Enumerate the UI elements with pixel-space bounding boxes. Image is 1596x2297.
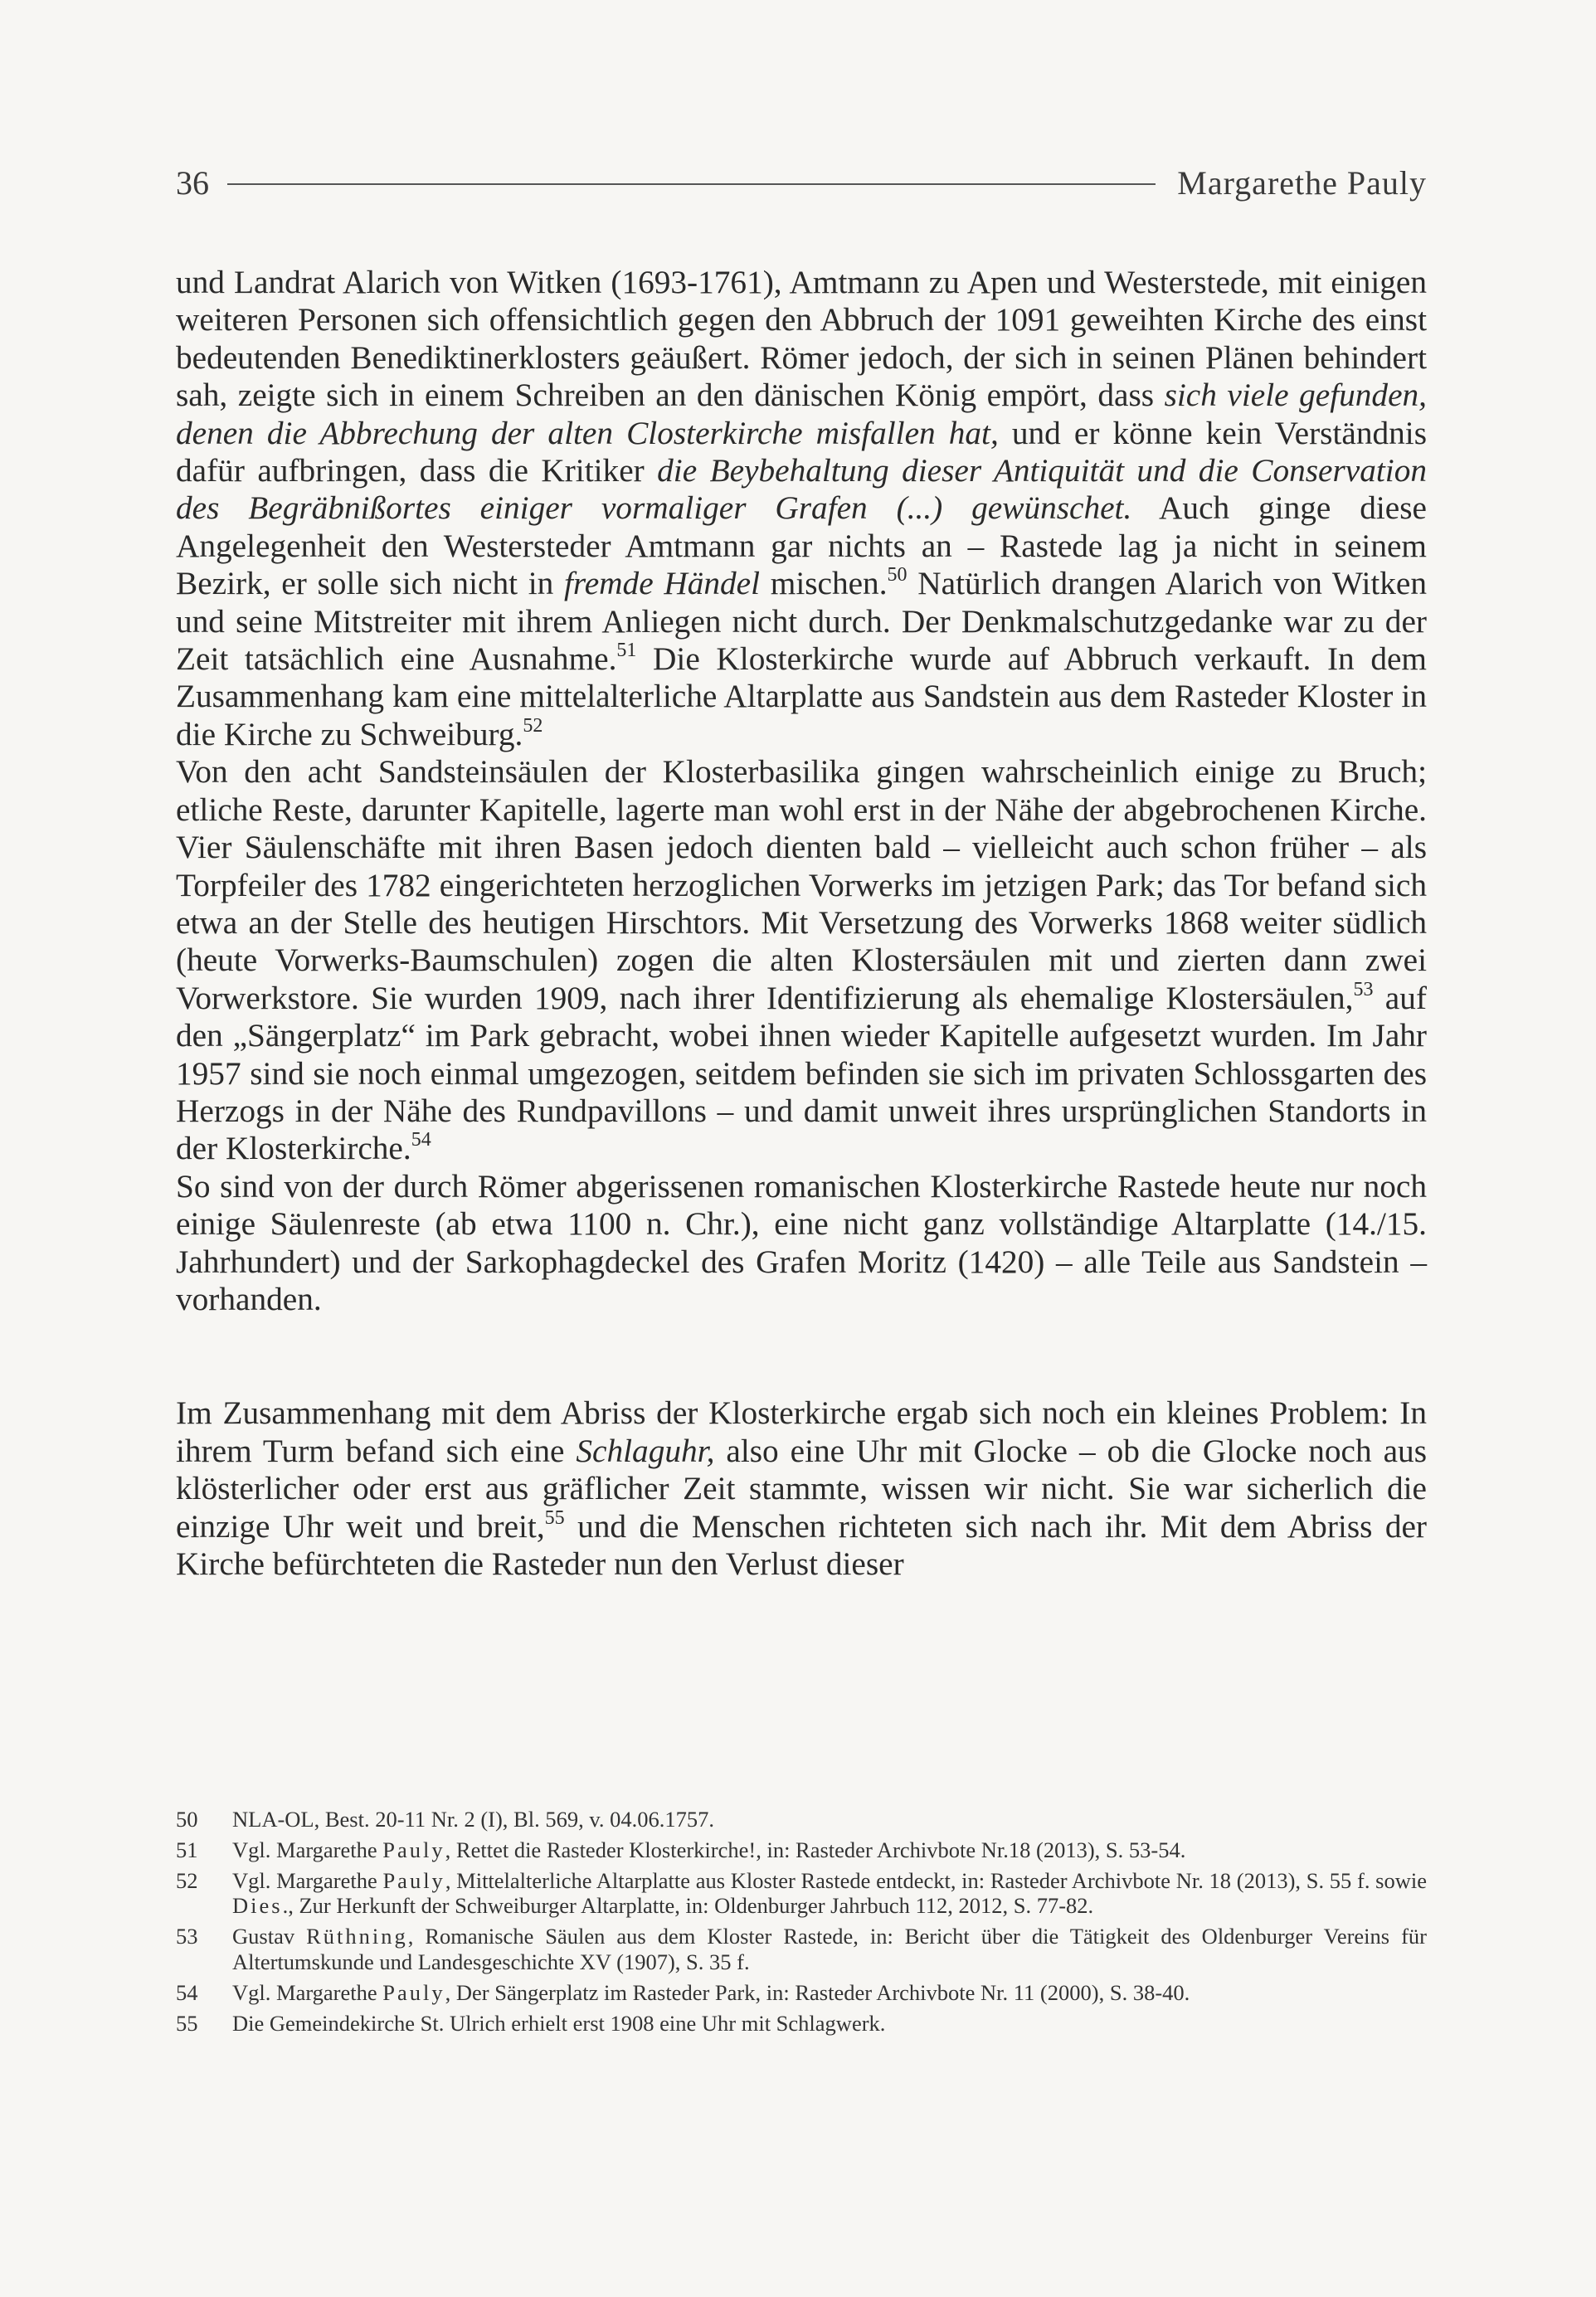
footnote-text [232, 1924, 1427, 1975]
footnote [176, 1924, 1427, 1975]
footnote [176, 1837, 1427, 1863]
footnote-ref: 50 [887, 564, 907, 586]
paragraph [176, 1394, 1427, 1583]
text-run: NLA-OL, Best. 20-11 Nr. 2 (I), Bl. 569, v. 04.06.1757. [232, 1807, 714, 1832]
text-run: Vgl. Margarethe [232, 1979, 383, 2005]
running-head [176, 159, 1427, 206]
footnote-text [232, 2011, 1427, 2037]
text-run: Vgl. Margarethe [232, 1867, 383, 1893]
text-run: ., Zur Herkunft der Schweiburger Altarplatte, in: Oldenburger Jahrbuch 112, 2012, S. 77-82. [282, 1893, 1094, 1919]
text-run: Im Zusammenhang mit dem Abriss der Klosterkirche ergab sich noch ein kleines Problem: In ihrem Turm befand sich eine [176, 1394, 1427, 1469]
footnote-ref: 55 [544, 1506, 565, 1529]
footnote-ref: 53 [1353, 978, 1374, 1000]
italic-quote: fremde Händel [563, 565, 761, 602]
text-run: , Rettet die Rasteder Klosterkirche!, in: Rasteder Archivbote Nr.18 (2013), S. 53-54. [445, 1837, 1186, 1862]
paragraph [176, 1168, 1427, 1319]
text-run: und er könne kein Verständnis dafür aufbringen, dass die Kritiker [176, 414, 1427, 489]
text-run: also eine Uhr mit Glocke – ob die Glocke noch aus klösterlicher oder erst aus gräflicher Zeit stammte, wissen wir nicht. Sie war sicherlich die einzige Uhr weit und breit, [176, 1432, 1427, 1545]
text-run: , Der Sängerplatz im Rasteder Park, in: Rasteder Archivbote Nr. 11 (2000), S. 38-40. [445, 1979, 1190, 2005]
author-name: Dies [232, 1893, 283, 1919]
footnote-number: 55 [176, 2010, 198, 2036]
author-name: Pauly [382, 1837, 445, 1862]
author-name: Pauly [382, 1979, 445, 2005]
footnote-number: 52 [176, 1867, 198, 1893]
text-run: Natürlich drangen Alarich von Witken und seine Mitstreiter mit ihrem Anliegen nicht durch. Der Denkmalschutzgedanke war zu der Zeit tatsächlich eine Ausnahme. [176, 565, 1428, 678]
paragraph [176, 264, 1427, 753]
footnote-ref: 51 [616, 639, 637, 661]
text-run: Von den acht Sandsteinsäulen der Klosterbasilika gingen wahrscheinlich einige zu Bruch; etliche Reste, darunter Kapitelle, lagerte man wohl erst in der Nähe der abgebrochenen Kirche. Vier Säulenschäfte mit ihren Basen jedoch dienten bald – vielleicht auch schon früher – als Torpfeiler des 1782 eingerichteten herzoglichen Vorwerks im jetzigen Park; das Tor befand sich etwa an der Stelle des heutigen Hirschtors. Mit Versetzung des Vorwerks 1868 weiter südlich (heute Vorwerks-Baumschulen) zogen die alten Klostersäulen mit und zierten dann zwei Vorwerkstore. Sie wurden 1909, nach ihrer Identifizierung als ehemalige Klostersäulen, [176, 753, 1427, 1016]
footnote-ref: 54 [411, 1129, 431, 1151]
text-run: auf den „Sängerplatz“ im Park gebracht, wobei ihnen wieder Kapitelle aufgesetzt wurden. Im Jahr 1957 sind sie noch einmal umgezogen, seitdem befinden sie sich im privaten Schlossgarten des Herzogs in der Nähe des Rundpavillons – und damit unweit ihres ursprünglichen Standorts in der Klosterkirche. [176, 979, 1427, 1167]
text-run: und Landrat Alarich von Witken (1693-1761), Amtmann zu Apen und Westerstede, mit einigen weiteren Personen sich offensichtlich gegen den Abbruch der 1091 geweihten Kirche des einst bedeutenden Benediktinerklosters geäußert. Römer jedoch, der sich in seinen Plänen behindert sah, zeigte sich in einem Schreiben an den dänischen König empört, dass [176, 264, 1427, 414]
text-run: Die Klosterkirche wurde auf Abbruch verkauft. In dem Zusammenhang kam eine mittelalterliche Altarplatte aus Sandstein aus dem Rasteder Kloster in die Kirche zu Schweiburg. [176, 640, 1427, 752]
footnote-number: 53 [176, 1924, 198, 1949]
paragraph [176, 753, 1427, 1167]
footnote-ref: 52 [523, 714, 543, 737]
running-head-author: Margarethe Pauly [1177, 163, 1427, 202]
text-run: mischen. [760, 565, 888, 602]
italic-quote: die Beybehaltung dieser Antiquität und die Conservation des Begräbnißortes einiger vormaliger Grafen (...) gewünschet. [176, 452, 1427, 527]
footnote-number: 51 [176, 1837, 198, 1862]
footnote [176, 1980, 1427, 2006]
footnote [176, 2011, 1427, 2037]
footnote-number: 50 [176, 1807, 198, 1832]
body-text [176, 264, 1427, 1583]
text-run: , Mittelalterliche Altarplatte aus Kloster Rastede entdeckt, in: Rasteder Archivbote Nr. 18 (2013), S. 55 f. sowie [445, 1867, 1427, 1893]
footnotes [176, 1807, 1427, 2041]
author-name: Rüthning [306, 1924, 408, 1949]
italic-quote: sich viele gefunden, denen die Abbrechung der alten Closterkirche misfallen hat, [176, 377, 1427, 451]
text-run: Die Gemeindekirche St. Ulrich erhielt erst 1908 eine Uhr mit Schlagwerk. [232, 2010, 886, 2036]
page-number: 36 [176, 163, 209, 202]
footnote [176, 1868, 1427, 1920]
header-rule [227, 183, 1156, 185]
text-run: Vgl. Margarethe [232, 1837, 383, 1862]
footnote-text [232, 1807, 1427, 1832]
footnote-text [232, 1868, 1427, 1920]
text-run: So sind von der durch Römer abgerissenen romanischen Klosterkirche Rastede heute nur noch einige Säulenreste (ab etwa 1100 n. Chr.), eine nicht ganz vollständige Altarplatte (14./15. Jahrhundert) und der Sarkophagdeckel des Grafen Moritz (1420) – alle Teile aus Sandstein – vorhanden. [176, 1167, 1427, 1317]
text-run: Auch ginge diese Angelegenheit den Westersteder Amtmann gar nichts an – Rastede lag ja nicht in seinem Bezirk, er solle sich nicht in [176, 489, 1427, 602]
author-name: Pauly [382, 1867, 445, 1893]
footnote-number: 54 [176, 1979, 198, 2005]
text-run: , Romanische Säulen aus dem Kloster Rastede, in: Bericht über die Tätigkeit des Oldenburger Vereins für Altertumskunde und Landesgeschichte XV (1907), S. 35 f. [232, 1924, 1427, 1974]
text-run: und die Menschen richteten sich nach ihr. Mit dem Abriss der Kirche befürchteten die Rasteder nun den Verlust dieser [176, 1507, 1427, 1582]
text-run: Gustav [232, 1924, 307, 1949]
italic-quote: Schlaguhr, [576, 1432, 715, 1469]
footnote-text [232, 1837, 1427, 1863]
footnote-text [232, 1980, 1427, 2006]
footnote [176, 1807, 1427, 1832]
